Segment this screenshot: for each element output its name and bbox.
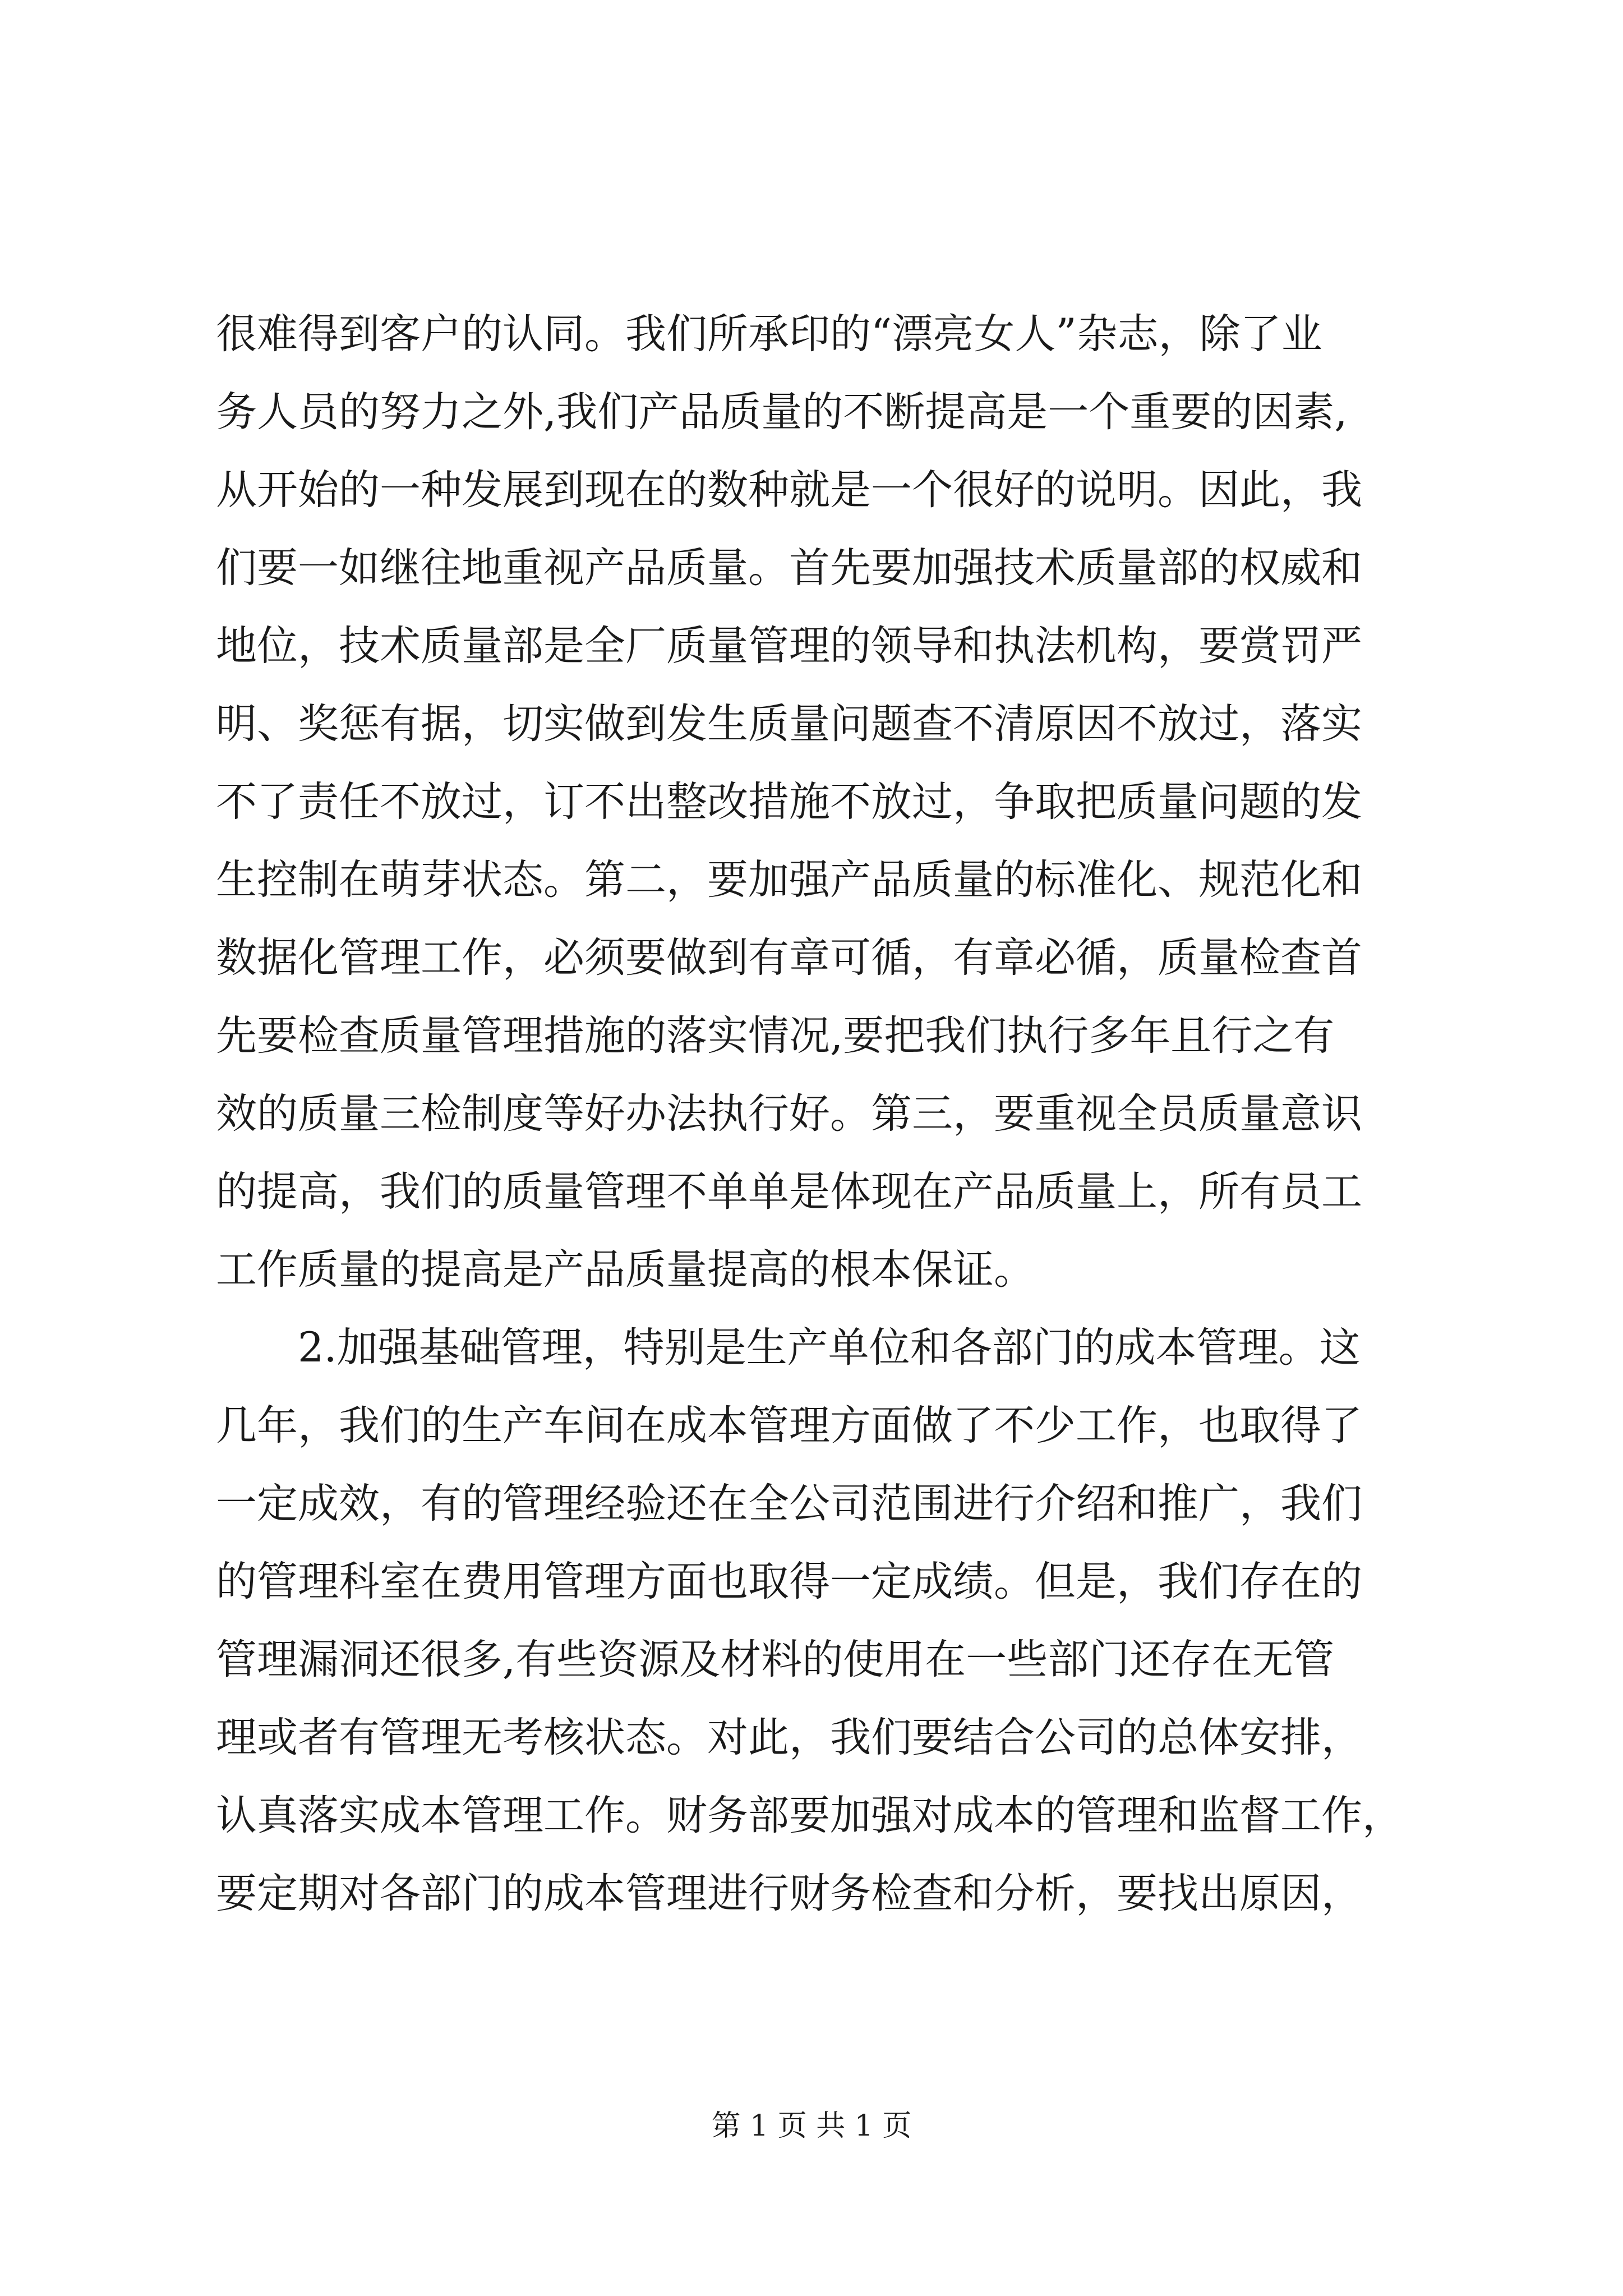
body-text-line: 理或者有管理无考核状态。对此，我们要结合公司的总体安排，: [216, 1714, 1362, 1761]
body-text-line: 要定期对各部门的成本管理进行财务检查和分析，要找出原因，: [216, 1870, 1362, 1917]
body-text-line: 数据化管理工作，必须要做到有章可循，有章必循，质量检查首: [216, 934, 1362, 982]
body-text-line: 一定成效，有的管理经验还在全公司范围进行介绍和推广，我们: [216, 1480, 1362, 1527]
body-text-line: 效的质量三检制度等好办法执行好。第三，要重视全员质量意识: [216, 1090, 1362, 1138]
body-text-line: 几年，我们的生产车间在成本管理方面做了不少工作，也取得了: [216, 1402, 1362, 1450]
body-text-line: 地位，技术质量部是全厂质量管理的领导和执法机构，要赏罚严: [216, 622, 1362, 670]
body-text-line: 很难得到客户的认同。我们所承印的“漂亮女人”杂志，除了业: [216, 310, 1322, 358]
body-text-line: 从开始的一种发展到现在的数种就是一个很好的说明。因此，我: [216, 466, 1362, 514]
body-text-line: 明、奖惩有据，切实做到发生质量问题查不清原因不放过，落实: [216, 700, 1362, 748]
body-text-line: 务人员的努力之外,我们产品质量的不断提高是一个重要的因素,: [216, 388, 1348, 436]
body-text-line: 们要一如继往地重视产品质量。首先要加强技术质量部的权威和: [216, 544, 1362, 592]
body-text-line: 管理漏洞还很多,有些资源及材料的使用在一些部门还存在无管: [216, 1636, 1335, 1683]
body-text-line: 2.加强基础管理，特别是生产单位和各部门的成本管理。这: [216, 1324, 1361, 1372]
body-text-line: 的管理科室在费用管理方面也取得一定成绩。但是，我们存在的: [216, 1558, 1362, 1605]
body-text-line: 工作质量的提高是产品质量提高的根本保证。: [216, 1246, 1035, 1294]
body-text-line: 的提高，我们的质量管理不单单是体现在产品质量上，所有员工: [216, 1168, 1362, 1216]
body-text-line: 不了责任不放过，订不出整改措施不放过，争取把质量问题的发: [216, 778, 1362, 826]
page-number-footer: 第 1 页 共 1 页: [711, 2109, 912, 2143]
body-text-line: 认真落实成本管理工作。财务部要加强对成本的管理和监督工作，: [216, 1792, 1403, 1839]
body-text-line: 生控制在萌芽状态。第二，要加强产品质量的标准化、规范化和: [216, 856, 1362, 904]
body-text-line: 先要检查质量管理措施的落实情况,要把我们执行多年且行之有: [216, 1012, 1335, 1060]
